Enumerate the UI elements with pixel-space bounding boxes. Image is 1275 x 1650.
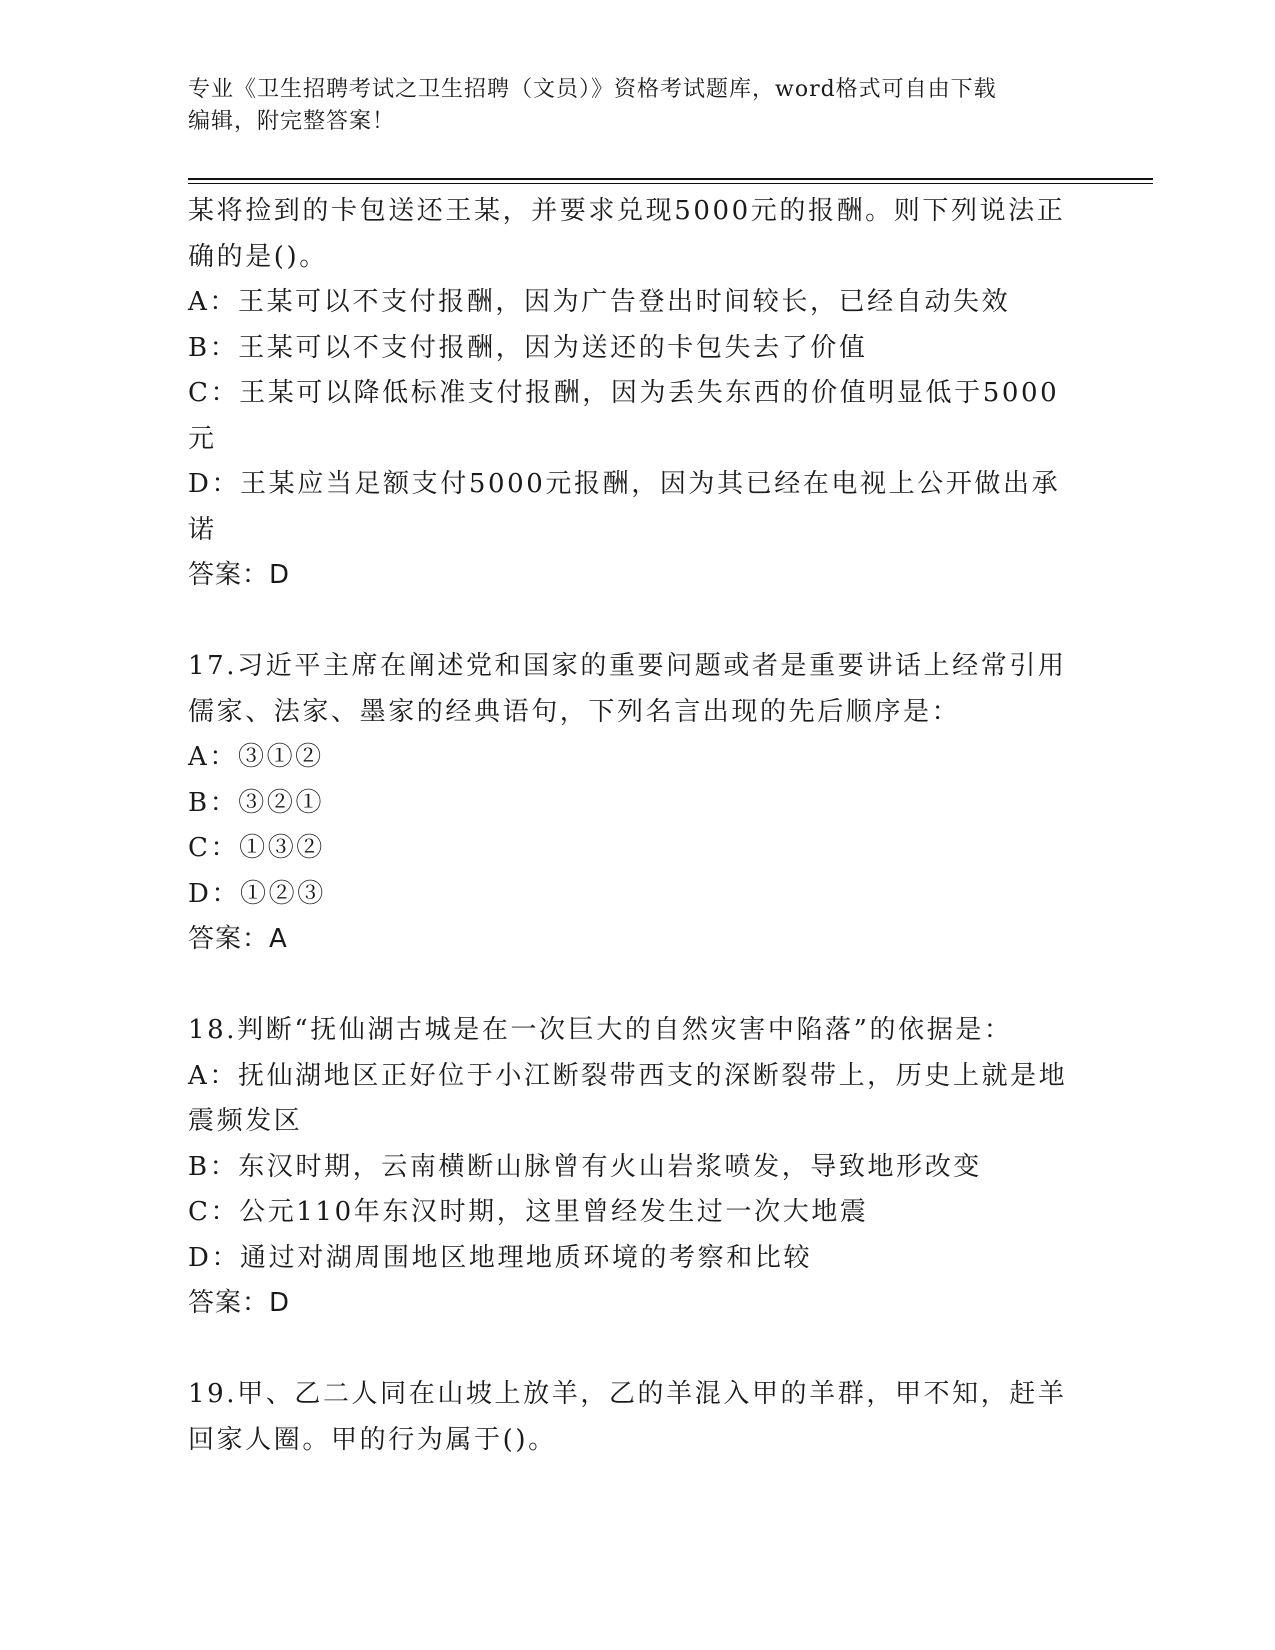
- question-17-option-b: B：③②①: [188, 787, 325, 818]
- question-17-answer: 答案：A: [188, 924, 288, 954]
- question-18: [188, 1008, 1068, 1327]
- question-18-answer: 答案：D: [188, 1288, 291, 1318]
- question-19-stem-line-1: 19.甲、乙二人同在山坡上放羊，乙的羊混入甲的羊群，甲不知，赶羊: [188, 1379, 1067, 1409]
- question-16-option-b: B：王某可以不支付报酬，因为送还的卡包失去了价值: [188, 332, 868, 363]
- question-18-option-a-line-1: A：抚仙湖地区正好位于小江断裂带西支的深断裂带上，历史上就是地: [188, 1060, 1068, 1091]
- question-18-option-a-line-2: 震频发区: [188, 1106, 303, 1136]
- question-spacer: [188, 599, 1068, 645]
- question-16-option-c-line-2: 元: [188, 423, 217, 454]
- question-list: [188, 189, 1068, 1463]
- question-16-option-a: A：王某可以不支付报酬，因为广告登出时间较长，已经自动失效: [188, 287, 1011, 317]
- question-17-option-d: D：①②③: [188, 878, 326, 909]
- question-16-stem-line-2: 确的是()。: [188, 241, 328, 272]
- question-16: [188, 189, 1068, 599]
- question-18-option-c: C：公元110年东汉时期，这里曾经发生过一次大地震: [188, 1197, 869, 1227]
- question-18-option-d: D：通过对湖周围地区地理地质环境的考察和比较: [188, 1242, 813, 1273]
- question-16-option-d-line-1: D：王某应当足额支付5000元报酬，因为其已经在电视上公开做出承: [188, 469, 1061, 499]
- question-17-stem-line-1: 17.习近平主席在阐述党和国家的重要问题或者是重要讲话上经常引用: [188, 651, 1067, 681]
- question-18-stem-line-1: 18.判断“抚仙湖古城是在一次巨大的自然灾害中陷落”的依据是：: [188, 1015, 1013, 1045]
- question-16-option-c-line-1: C：王某可以降低标准支付报酬，因为丢失东西的价值明显低于5000: [188, 378, 1060, 408]
- document-header: [188, 74, 1078, 138]
- header-divider-thin: [188, 183, 1153, 184]
- question-19-stem-line-2: 回家人圈。甲的行为属于()。: [188, 1424, 557, 1455]
- question-17-option-a: A：③①②: [188, 742, 324, 772]
- question-18-option-b: B：东汉时期，云南横断山脉曾有火山岩浆喷发，导致地形改变: [188, 1151, 982, 1182]
- question-19: [188, 1372, 1068, 1463]
- question-16-option-d-line-2: 诺: [188, 514, 217, 545]
- question-spacer: [188, 1327, 1068, 1373]
- question-16-answer: 答案：D: [188, 560, 291, 590]
- question-16-stem-line-1: 某将捡到的卡包送还王某，并要求兑现5000元的报酬。则下列说法正: [188, 196, 1066, 226]
- header-divider-thick: [188, 178, 1153, 180]
- question-17-option-c: C：①③②: [188, 833, 325, 863]
- question-17: [188, 644, 1068, 963]
- question-17-stem-line-2: 儒家、法家、墨家的经典语句，下列名言出现的先后顺序是：: [188, 696, 961, 727]
- question-spacer: [188, 963, 1068, 1009]
- header-title-line-2: 编辑，附完整答案！: [188, 109, 396, 134]
- header-title-line-1: 专业《卫生招聘考试之卫生招聘（文员）》资格考试题库，word格式可自由下载: [188, 77, 997, 102]
